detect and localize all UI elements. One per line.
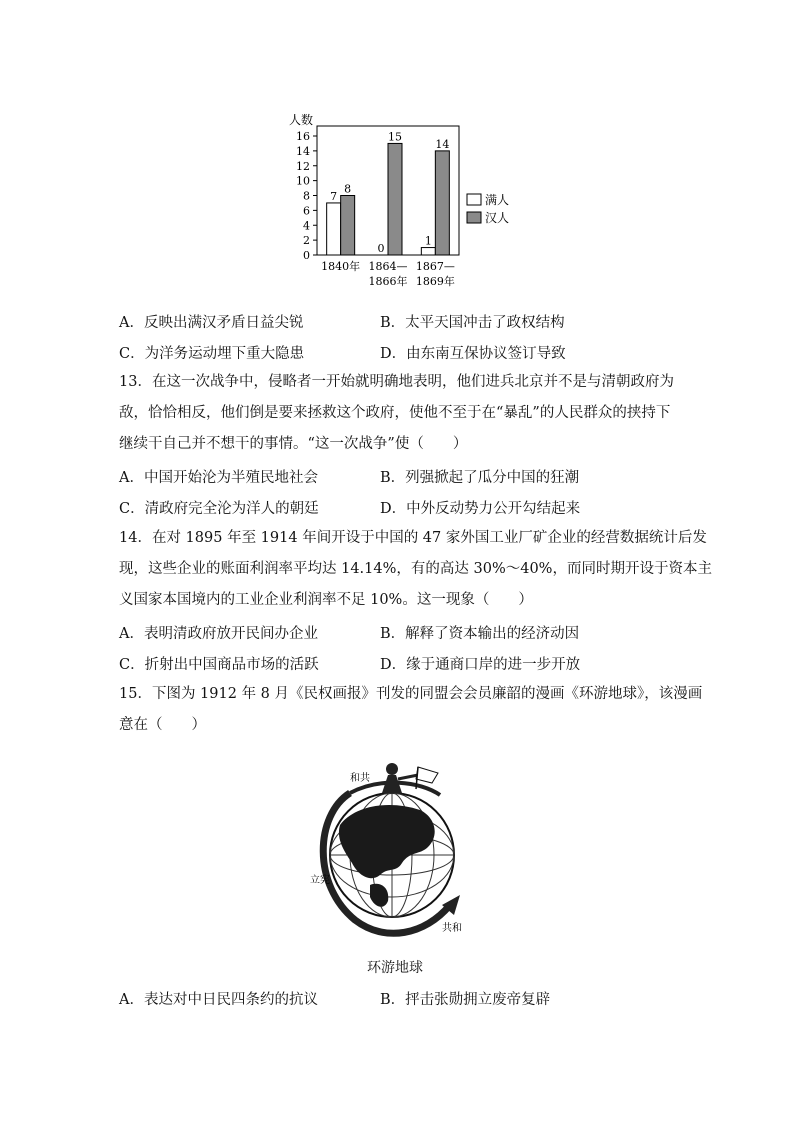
q14-option-c[interactable]: C．折射出中国商品市场的活跃 <box>119 657 319 673</box>
q15-option-b[interactable]: B．抨击张勋拥立废帝复辟 <box>380 992 551 1008</box>
q13-stem-line-1: 13．在这一次战争中，侵略者一开始就明确地表明，他们进兵北京并不是与清朝政府为 <box>119 374 674 390</box>
legend-label-hanren: 汉人 <box>485 211 510 225</box>
legend-swatch-hanren <box>467 212 481 223</box>
label-top: 和共 <box>350 773 370 784</box>
q15-stem-line-2: 意在（ ） <box>119 717 206 733</box>
figure-head <box>386 763 398 775</box>
bar-hanren-1 <box>388 143 402 255</box>
y-tick-label: 6 <box>303 204 310 218</box>
q15-option-a[interactable]: A．表达对中日民四条约的抗议 <box>119 992 318 1008</box>
y-tick-label: 16 <box>296 130 310 143</box>
legend-label-manren: 满人 <box>485 193 510 207</box>
q13-stem-line-2: 敌，恰恰相反，他们倒是要来拯救这个政府，使他不至于在“暴乱”的人民群众的挟持下 <box>119 405 671 421</box>
y-tick-label: 10 <box>296 174 310 188</box>
bar-value-label: 8 <box>344 182 352 196</box>
q13-option-a[interactable]: A．中国开始沦为半殖民地社会 <box>119 470 318 486</box>
q15-stem-line-1: 15．下图为 1912 年 8 月《民权画报》刊发的同盟会会员廉韶的漫画《环游地球》，该漫画 <box>119 686 703 702</box>
bar-chart <box>275 108 535 300</box>
x-tick-label: 1866年 <box>368 275 408 288</box>
bar-value-label: 14 <box>435 137 450 151</box>
y-tick-label: 2 <box>303 234 310 248</box>
q14-option-b[interactable]: B．解释了资本输出的经济动因 <box>380 626 580 642</box>
q14-option-a[interactable]: A．表明清政府放开民间办企业 <box>119 626 318 642</box>
y-tick-label: 8 <box>303 189 310 203</box>
y-tick-label: 0 <box>303 249 310 262</box>
q14-stem-line-1: 14．在对 1895 年至 1914 年间开设于中国的 47 家外国工业厂矿企业的经营数据统计后发 <box>119 530 707 546</box>
y-tick-label: 4 <box>303 219 310 233</box>
bar-value-label: 1 <box>424 234 432 248</box>
bar-manren-2 <box>421 248 435 255</box>
label-right: 共和 <box>442 923 462 934</box>
globe-cartoon <box>310 755 470 945</box>
flag <box>416 767 438 783</box>
q12-option-b[interactable]: B．太平天国冲击了政权结构 <box>380 315 565 331</box>
bar-hanren-0 <box>341 196 355 256</box>
y-tick-label: 12 <box>296 159 310 173</box>
q12-option-d[interactable]: D．由东南互保协议签订导致 <box>380 346 566 362</box>
y-axis-label: 人数 <box>289 113 314 127</box>
y-tick-label: 14 <box>296 144 310 158</box>
q12-option-a[interactable]: A．反映出满汉矛盾日益尖锐 <box>119 315 304 331</box>
x-tick-label: 1867— <box>415 260 455 273</box>
bar-value-label: 0 <box>377 242 385 255</box>
q13-option-b[interactable]: B．列强掀起了瓜分中国的狂潮 <box>380 470 580 486</box>
q13-stem-line-3: 继续干自己并不想干的事情。“这一次战争”使（ ） <box>119 436 468 452</box>
label-left: 立宪 <box>310 875 330 886</box>
x-tick-label: 1864— <box>368 260 408 273</box>
x-tick-label: 1840年 <box>321 260 361 273</box>
bar-hanren-2 <box>435 151 449 255</box>
bar-value-label: 15 <box>388 130 402 144</box>
q14-stem-line-3: 义国家本国境内的工业企业利润率不足 10%。这一现象（ ） <box>119 592 533 608</box>
q14-stem-line-2: 现，这些企业的账面利润率平均达 14.14%，有的高达 30%～40%，而同时期开设于资本主 <box>119 561 712 577</box>
q13-option-d[interactable]: D．中外反动势力公开勾结起来 <box>380 501 581 517</box>
bar-manren-0 <box>327 203 341 255</box>
q14-option-d[interactable]: D．缘于通商口岸的进一步开放 <box>380 657 581 673</box>
figure-caption: 环游地球 <box>367 960 423 976</box>
x-tick-label: 1869年 <box>415 275 455 288</box>
q13-option-c[interactable]: C．清政府完全沦为洋人的朝廷 <box>119 501 319 517</box>
legend-swatch-manren <box>467 194 481 205</box>
bar-value-label: 7 <box>330 189 338 203</box>
q12-option-c[interactable]: C．为洋务运动埋下重大隐患 <box>119 346 305 362</box>
